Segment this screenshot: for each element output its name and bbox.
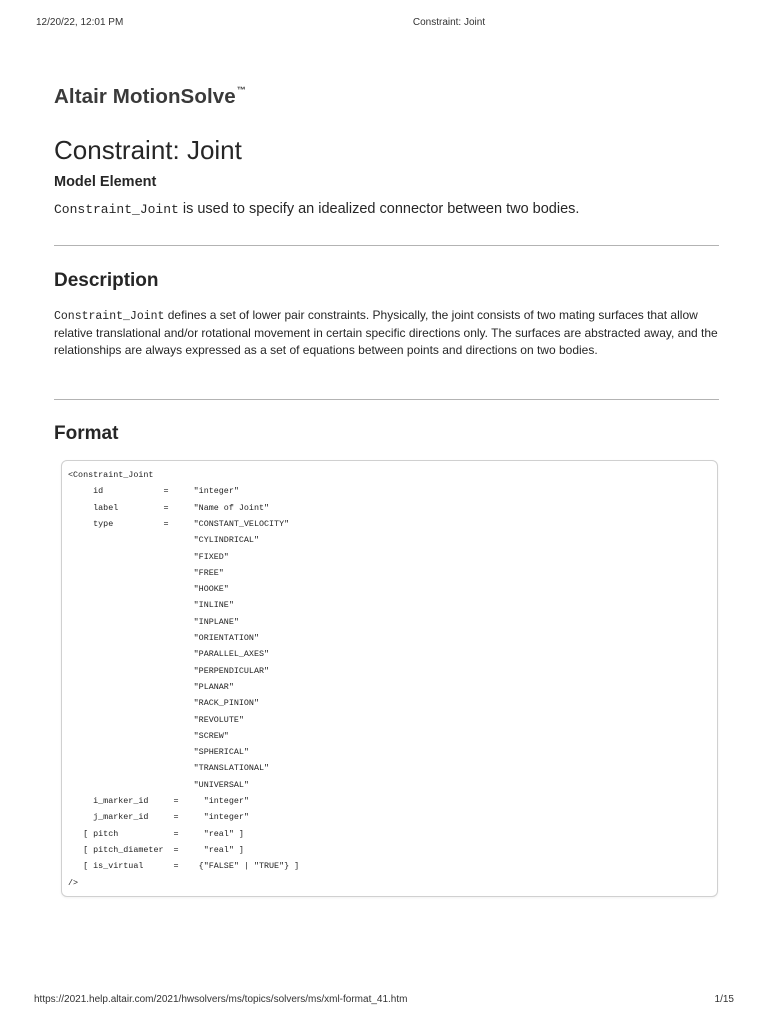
code-line: "UNIVERSAL" (68, 779, 249, 790)
trademark-symbol: ™ (236, 85, 246, 95)
code-line: [ pitch = "real" ] (68, 828, 244, 839)
short-description (54, 201, 579, 217)
brand-name: Altair MotionSolve (54, 85, 236, 108)
code-line: "FREE" (68, 567, 224, 578)
print-date: 12/20/22, 12:01 PM (36, 17, 124, 28)
code-line: "REVOLUTE" (68, 714, 244, 725)
code-line: <Constraint_Joint (68, 470, 154, 480)
code-line: label = "Name of Joint" (68, 502, 270, 513)
page-subtitle: Model Element (54, 174, 157, 190)
page-url[interactable]: https://2021.help.altair.com/2021/hwsolvers/ms/topics/solvers/ms/xml-format_41.htm (34, 994, 408, 1005)
code-line: "RACK_PINION" (68, 698, 259, 709)
code-line: type = "CONSTANT_VELOCITY" (68, 518, 290, 529)
divider (54, 399, 719, 400)
print-footer (0, 994, 768, 1008)
print-page-title: Constraint: Joint (412, 17, 486, 28)
description-paragraph (54, 307, 719, 358)
divider (54, 245, 719, 246)
shortdesc-code: Constraint_Joint (54, 202, 179, 217)
brand-logo[interactable] (54, 85, 246, 109)
code-line: "INLINE" (68, 600, 234, 611)
code-line: id = "integer" (68, 486, 239, 497)
code-line: /> (68, 877, 79, 888)
page-number: 1/15 (714, 994, 734, 1005)
code-line: "CYLINDRICAL" (68, 535, 259, 546)
format-heading: Format (54, 423, 119, 444)
code-line: i_marker_id = "integer" (68, 796, 249, 806)
description-heading: Description (54, 270, 159, 291)
code-line: "PERPENDICULAR" (68, 665, 270, 676)
code-line: [ pitch_diameter = "real" ] (68, 844, 244, 855)
page-title: Constraint: Joint (54, 135, 242, 165)
code-line: "HOOKE" (68, 584, 229, 595)
code-line: "SPHERICAL" (68, 747, 249, 758)
code-line: [ is_virtual = {"FALSE" | "TRUE"} ] (68, 861, 300, 872)
code-line: "TRANSLATIONAL" (68, 763, 270, 774)
code-line: "FIXED" (68, 551, 229, 562)
code-line: "PLANAR" (68, 681, 234, 692)
description-text: defines a set of lower pair constraints. Physically, the joint consists of two mating surfaces that allow relative translational and/or rotational movement in certain specific directions only. The surfaces are abstracted away, and the relationships are always expressed as a set of equations between points and directions on two bodies. (54, 308, 718, 357)
code-block[interactable] (61, 460, 718, 897)
code-line: j_marker_id = "integer" (68, 812, 249, 823)
shortdesc-text: is used to specify an idealized connector between two bodies. (178, 201, 580, 217)
description-code: Constraint_Joint (54, 310, 165, 323)
code-line: "ORIENTATION" (68, 633, 259, 643)
code-line: "INPLANE" (68, 616, 239, 627)
print-header (0, 17, 768, 31)
code-line: "PARALLEL_AXES" (68, 649, 270, 660)
code-line: "SCREW" (68, 730, 229, 741)
